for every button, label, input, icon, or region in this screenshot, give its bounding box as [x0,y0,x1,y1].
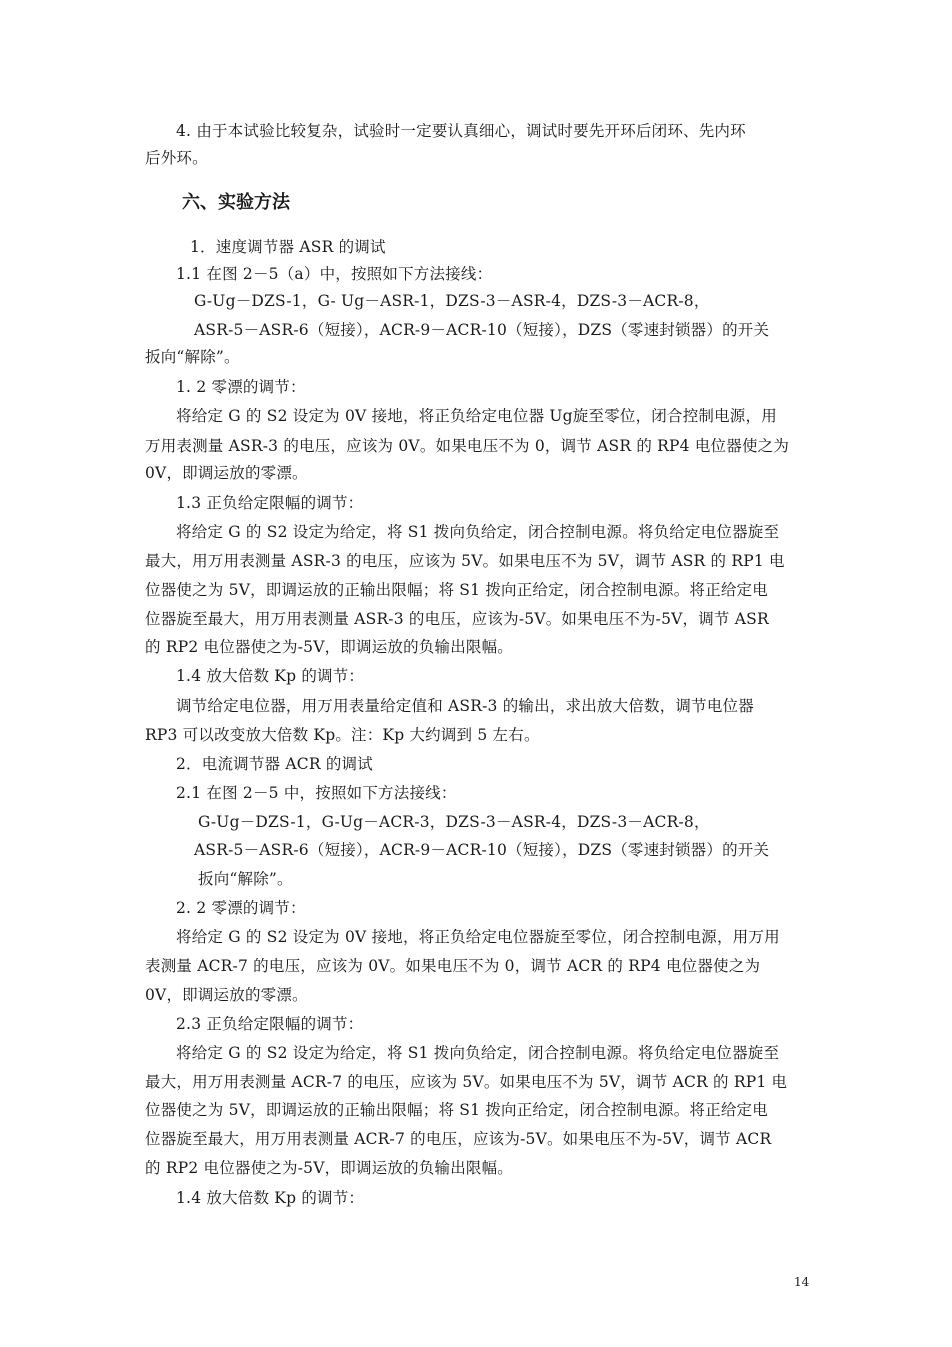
paragraph-line: 的 RP2 电位器使之为-5V，即调运放的负输出限幅。 [145,638,514,656]
subsection-title: 1．速度调节器 ASR 的调试 [190,238,386,256]
wiring-line: ASR-5－ASR-6（短接），ACR-9－ACR-10（短接），DZS（零速封锁器）的开关 [194,841,770,859]
paragraph-line: 位器使之为 5V，即调运放的正输出限幅；将 S1 拨向正给定，闭合控制电源。将正给定电 [145,1101,768,1119]
subsection-title: 2. 2 零漂的调节： [176,899,306,917]
paragraph-line: RP3 可以改变放大倍数 Kp。注：Kp 大约调到 5 左右。 [145,726,540,744]
wiring-line: G-Ug－DZS-1，G-Ug－ACR-3，DZS-3－ASR-4，DZS-3－ACR-8， [198,813,710,831]
paragraph-line: 2.1 在图 2－5 中，按照如下方法接线： [176,784,457,802]
paragraph-line: 万用表测量 ASR-3 的电压，应该为 0V。如果电压不为 0，调节 ASR 的 RP4 电位器使之为 [145,437,790,455]
paragraph-line: 1.1 在图 2－5（a）中，按照如下方法接线： [176,265,493,283]
wiring-line: 扳向“解除”。 [198,870,293,888]
paragraph-line: 位器旋至最大，用万用表测量 ACR-7 的电压，应该为-5V。如果电压不为-5V，调节 ACR [145,1130,772,1148]
paragraph-line: 将给定 G 的 S2 设定为给定，将 S1 拨向负给定，闭合控制电源。将负给定电位器旋至 [176,523,780,541]
subsection-title: 1.4 放大倍数 Kp 的调节： [176,667,365,685]
paragraph-line: 0V，即调运放的零漂。 [145,986,308,1004]
paragraph-line: 扳向“解除”。 [145,348,240,366]
subsection-title: 2．电流调节器 ACR 的调试 [176,755,373,773]
paragraph-line: 位器旋至最大，用万用表测量 ASR-3 的电压，应该为-5V。如果电压不为-5V，调节 ASR [145,610,769,628]
subsection-title: 1.3 正负给定限幅的调节： [176,494,364,512]
wiring-line: G-Ug－DZS-1，G- Ug－ASR-1，DZS-3－ASR-4，DZS-3－ACR-8， [194,292,710,310]
paragraph-line: 最大，用万用表测量 ACR-7 的电压，应该为 5V。如果电压不为 5V，调节 ACR 的 RP1 电 [145,1073,788,1091]
subsection-title: 1. 2 零漂的调节： [176,378,306,396]
wiring-line: ASR-5－ASR-6（短接），ACR-9－ACR-10（短接），DZS（零速封锁器）的开关 [194,321,770,339]
page-number: 14 [794,1275,810,1289]
paragraph-line: 0V，即调运放的零漂。 [145,464,308,482]
paragraph-line: 的 RP2 电位器使之为-5V，即调运放的负输出限幅。 [145,1159,514,1177]
paragraph-line: 表测量 ACR-7 的电压，应该为 0V。如果电压不为 0，调节 ACR 的 RP4 电位器使之为 [145,957,761,975]
paragraph-line: 将给定 G 的 S2 设定为 0V 接地，将正负给定电位器 Ug旋至零位，闭合控制电源，用 [176,407,777,425]
paragraph-line: 4. 由于本试验比较复杂，试验时一定要认真细心，调试时要先开环后闭环、先内环 [176,122,746,140]
subsection-title: 1.4 放大倍数 Kp 的调节： [176,1189,365,1207]
paragraph-line: 位器使之为 5V，即调运放的正输出限幅；将 S1 拨向正给定，闭合控制电源。将正给定电 [145,581,768,599]
paragraph-line: 后外环。 [145,149,208,167]
subsection-title: 2.3 正负给定限幅的调节： [176,1015,364,1033]
paragraph-line: 将给定 G 的 S2 设定为 0V 接地，将正负给定电位器旋至零位，闭合控制电源，用万用 [176,928,780,946]
paragraph-line: 最大，用万用表测量 ASR-3 的电压，应该为 5V。如果电压不为 5V，调节 ASR 的 RP1 电 [145,552,785,570]
paragraph-line: 将给定 G 的 S2 设定为给定，将 S1 拨向负给定，闭合控制电源。将负给定电位器旋至 [176,1044,780,1062]
section-heading: 六、实验方法 [182,192,290,213]
paragraph-line: 调节给定电位器，用万用表量给定值和 ASR-3 的输出，求出放大倍数，调节电位器 [176,697,754,715]
